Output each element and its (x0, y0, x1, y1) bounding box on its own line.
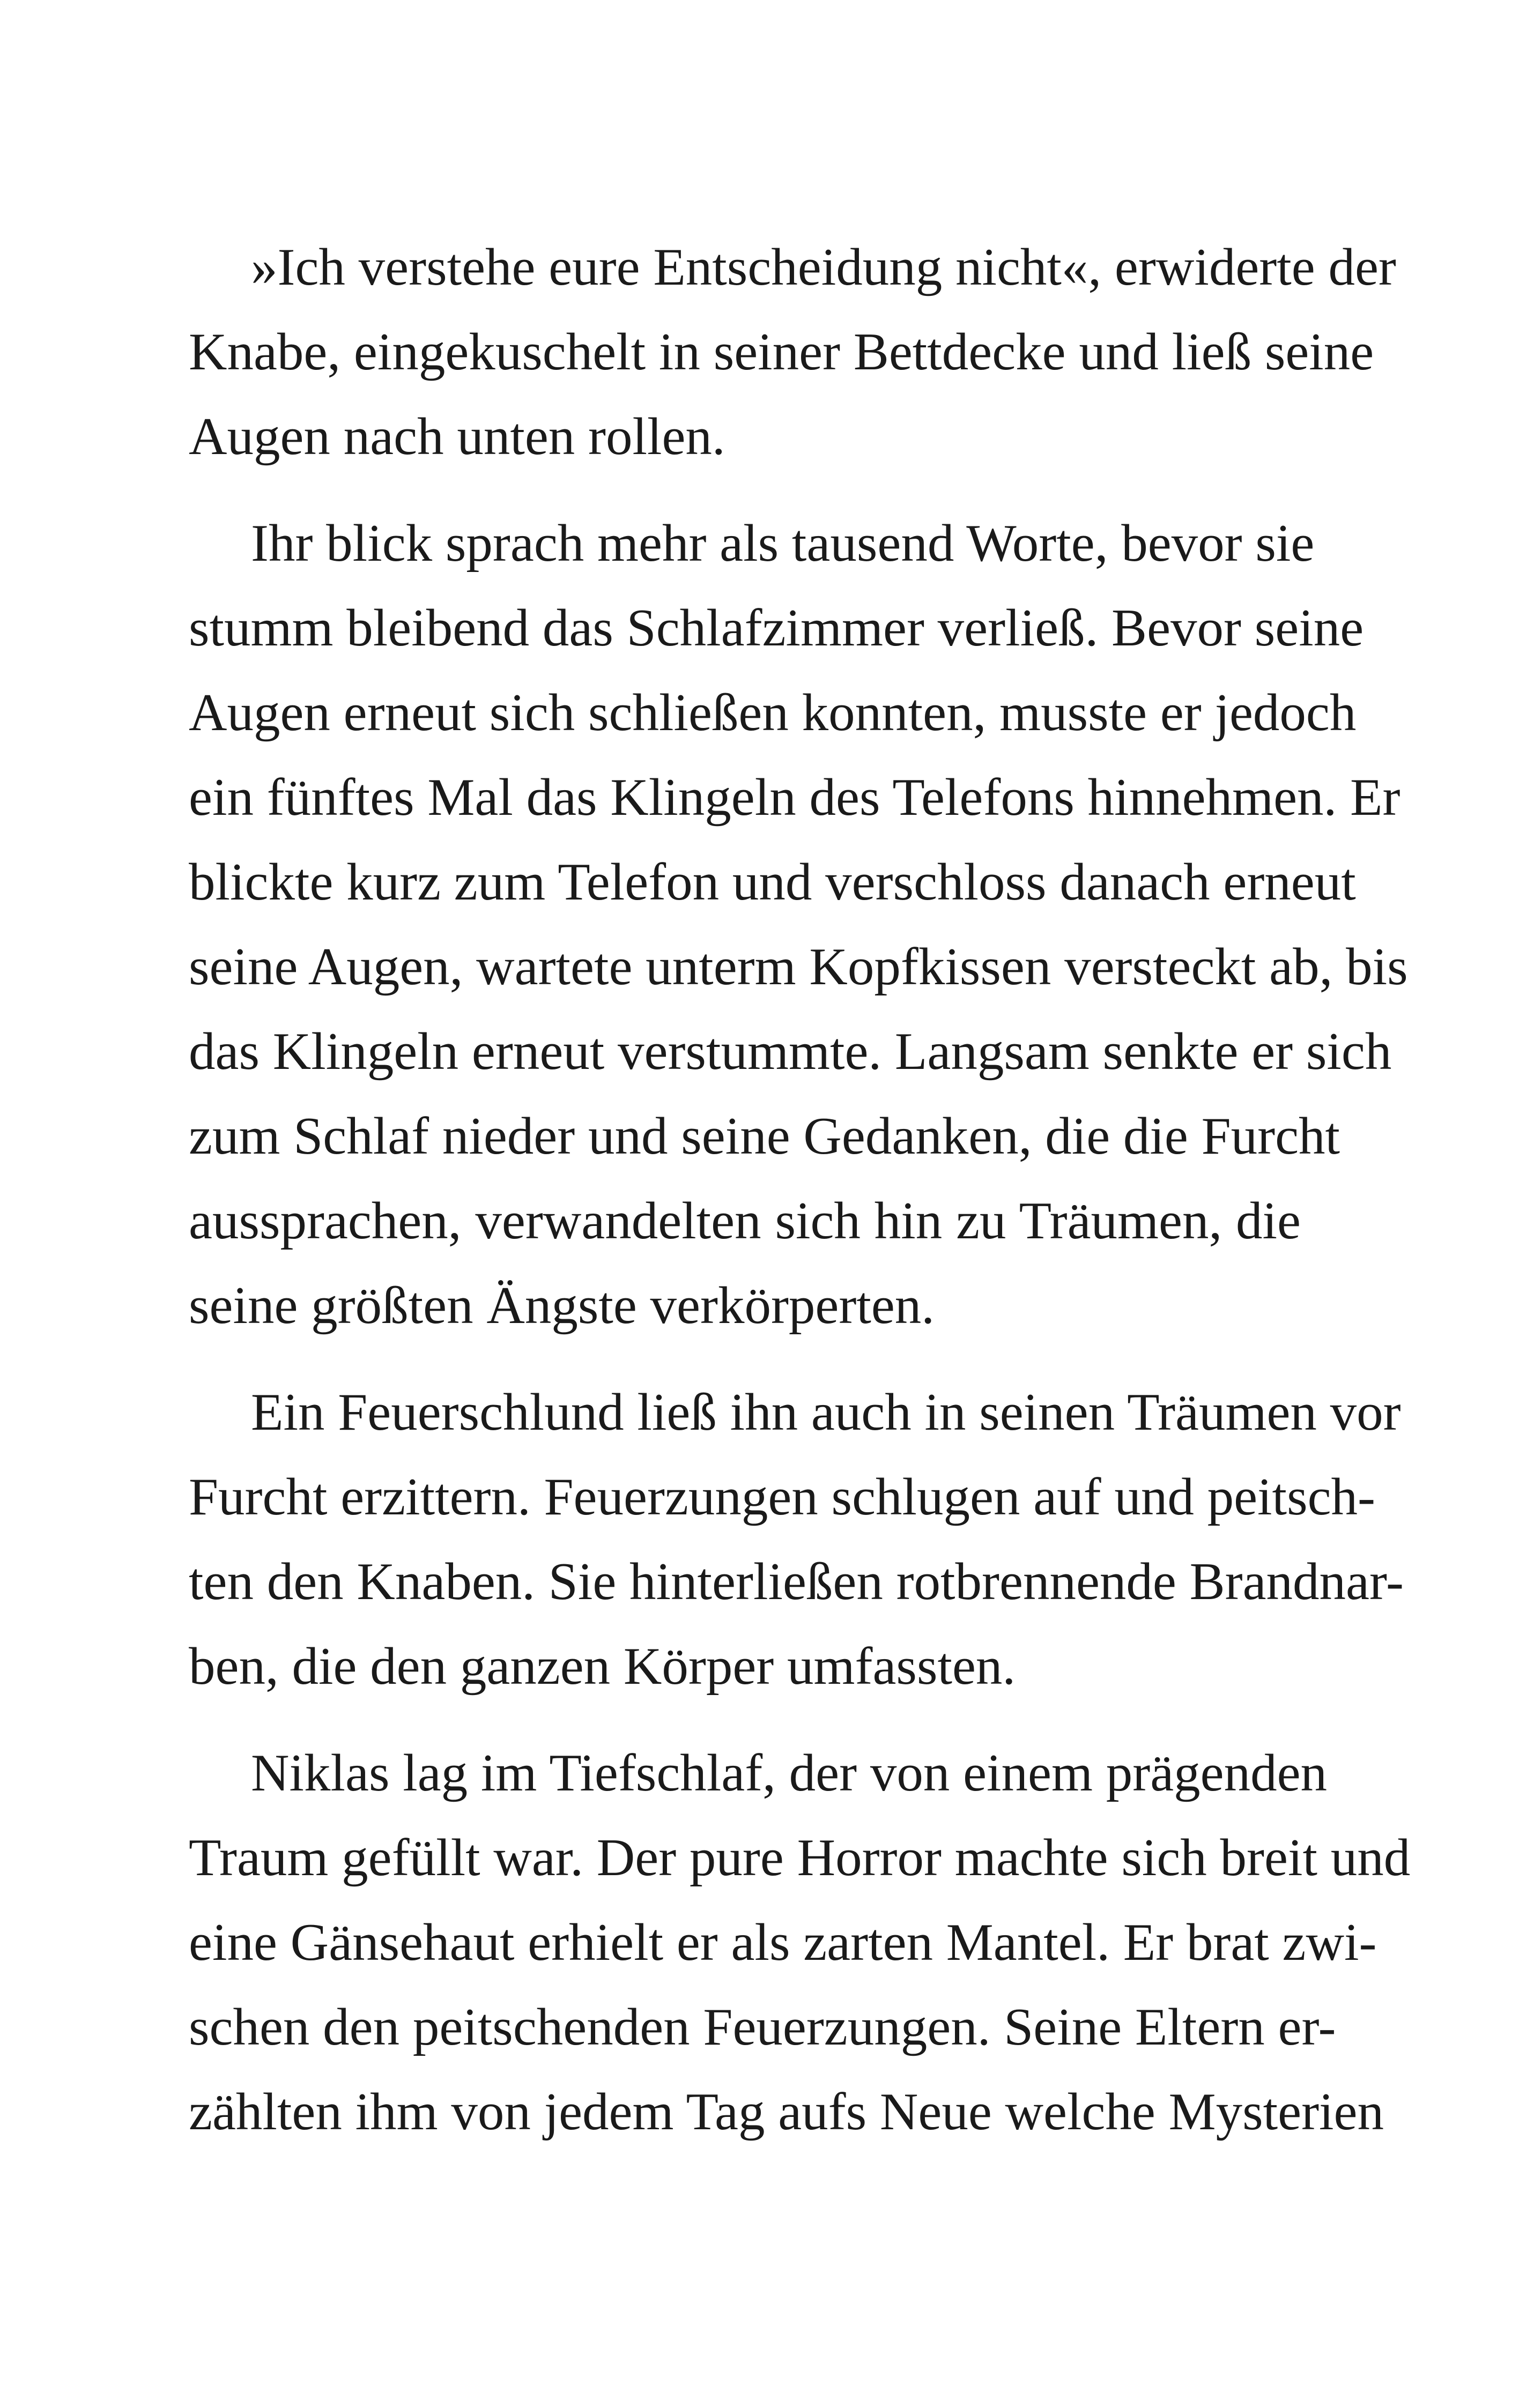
text-line: Knabe, eingekuschelt in seiner Bettdecke und ließ seine (189, 323, 1374, 381)
text-line: das Klingeln erneut verstummte. Langsam senkte er sich (189, 1022, 1392, 1081)
text-line: Ihr blick sprach mehr als tausend Worte, bevor sie (251, 514, 1315, 573)
text-line: Furcht erzittern. Feuerzungen schlugen auf und peitsch- (189, 1468, 1375, 1526)
text-line: eine Gänsehaut erhielt er als zarten Mantel. Er brat zwi- (189, 1913, 1377, 1972)
text-line: ben, die den ganzen Körper umfassten. (189, 1637, 1016, 1696)
text-line: seine größten Ängste verkörperten. (189, 1276, 935, 1335)
paragraph (189, 501, 1408, 1348)
text-line: ten den Knaben. Sie hinterließen rotbrennende Brandnar- (189, 1552, 1404, 1611)
text-line: schen den peitschenden Feuerzungen. Seine Eltern er- (189, 1998, 1336, 2056)
body-text (189, 225, 1411, 2154)
text-line: blickte kurz zum Telefon und verschloss danach erneut (189, 853, 1356, 911)
text-line: Augen erneut sich schließen konnten, musste er jedoch (189, 683, 1357, 742)
text-line: Augen nach unten rollen. (189, 407, 725, 466)
text-line: Ein Feuerschlund ließ ihn auch in seinen Träumen vor (251, 1383, 1401, 1441)
paragraph (189, 1731, 1411, 2154)
paragraph (189, 225, 1396, 479)
text-line: stumm bleibend das Schlafzimmer verließ. Bevor seine (189, 599, 1364, 657)
text-line: aussprachen, verwandelten sich hin zu Träumen, die (189, 1192, 1301, 1250)
text-line: ein fünftes Mal das Klingeln des Telefons hinnehmen. Er (189, 768, 1401, 827)
text-line: Niklas lag im Tiefschlaf, der von einem prägenden (251, 1744, 1328, 1802)
paragraph (189, 1370, 1404, 1709)
text-line: zählten ihm von jedem Tag aufs Neue welche Mysterien (189, 2083, 1384, 2141)
text-line: »Ich verstehe eure Entscheidung nicht«, erwiderte der (251, 238, 1396, 296)
text-line: zum Schlaf nieder und seine Gedanken, die die Furcht (189, 1107, 1340, 1165)
text-line: seine Augen, wartete unterm Kopfkissen versteckt ab, bis (189, 938, 1408, 996)
text-line: Traum gefüllt war. Der pure Horror machte sich breit und (189, 1829, 1411, 1887)
